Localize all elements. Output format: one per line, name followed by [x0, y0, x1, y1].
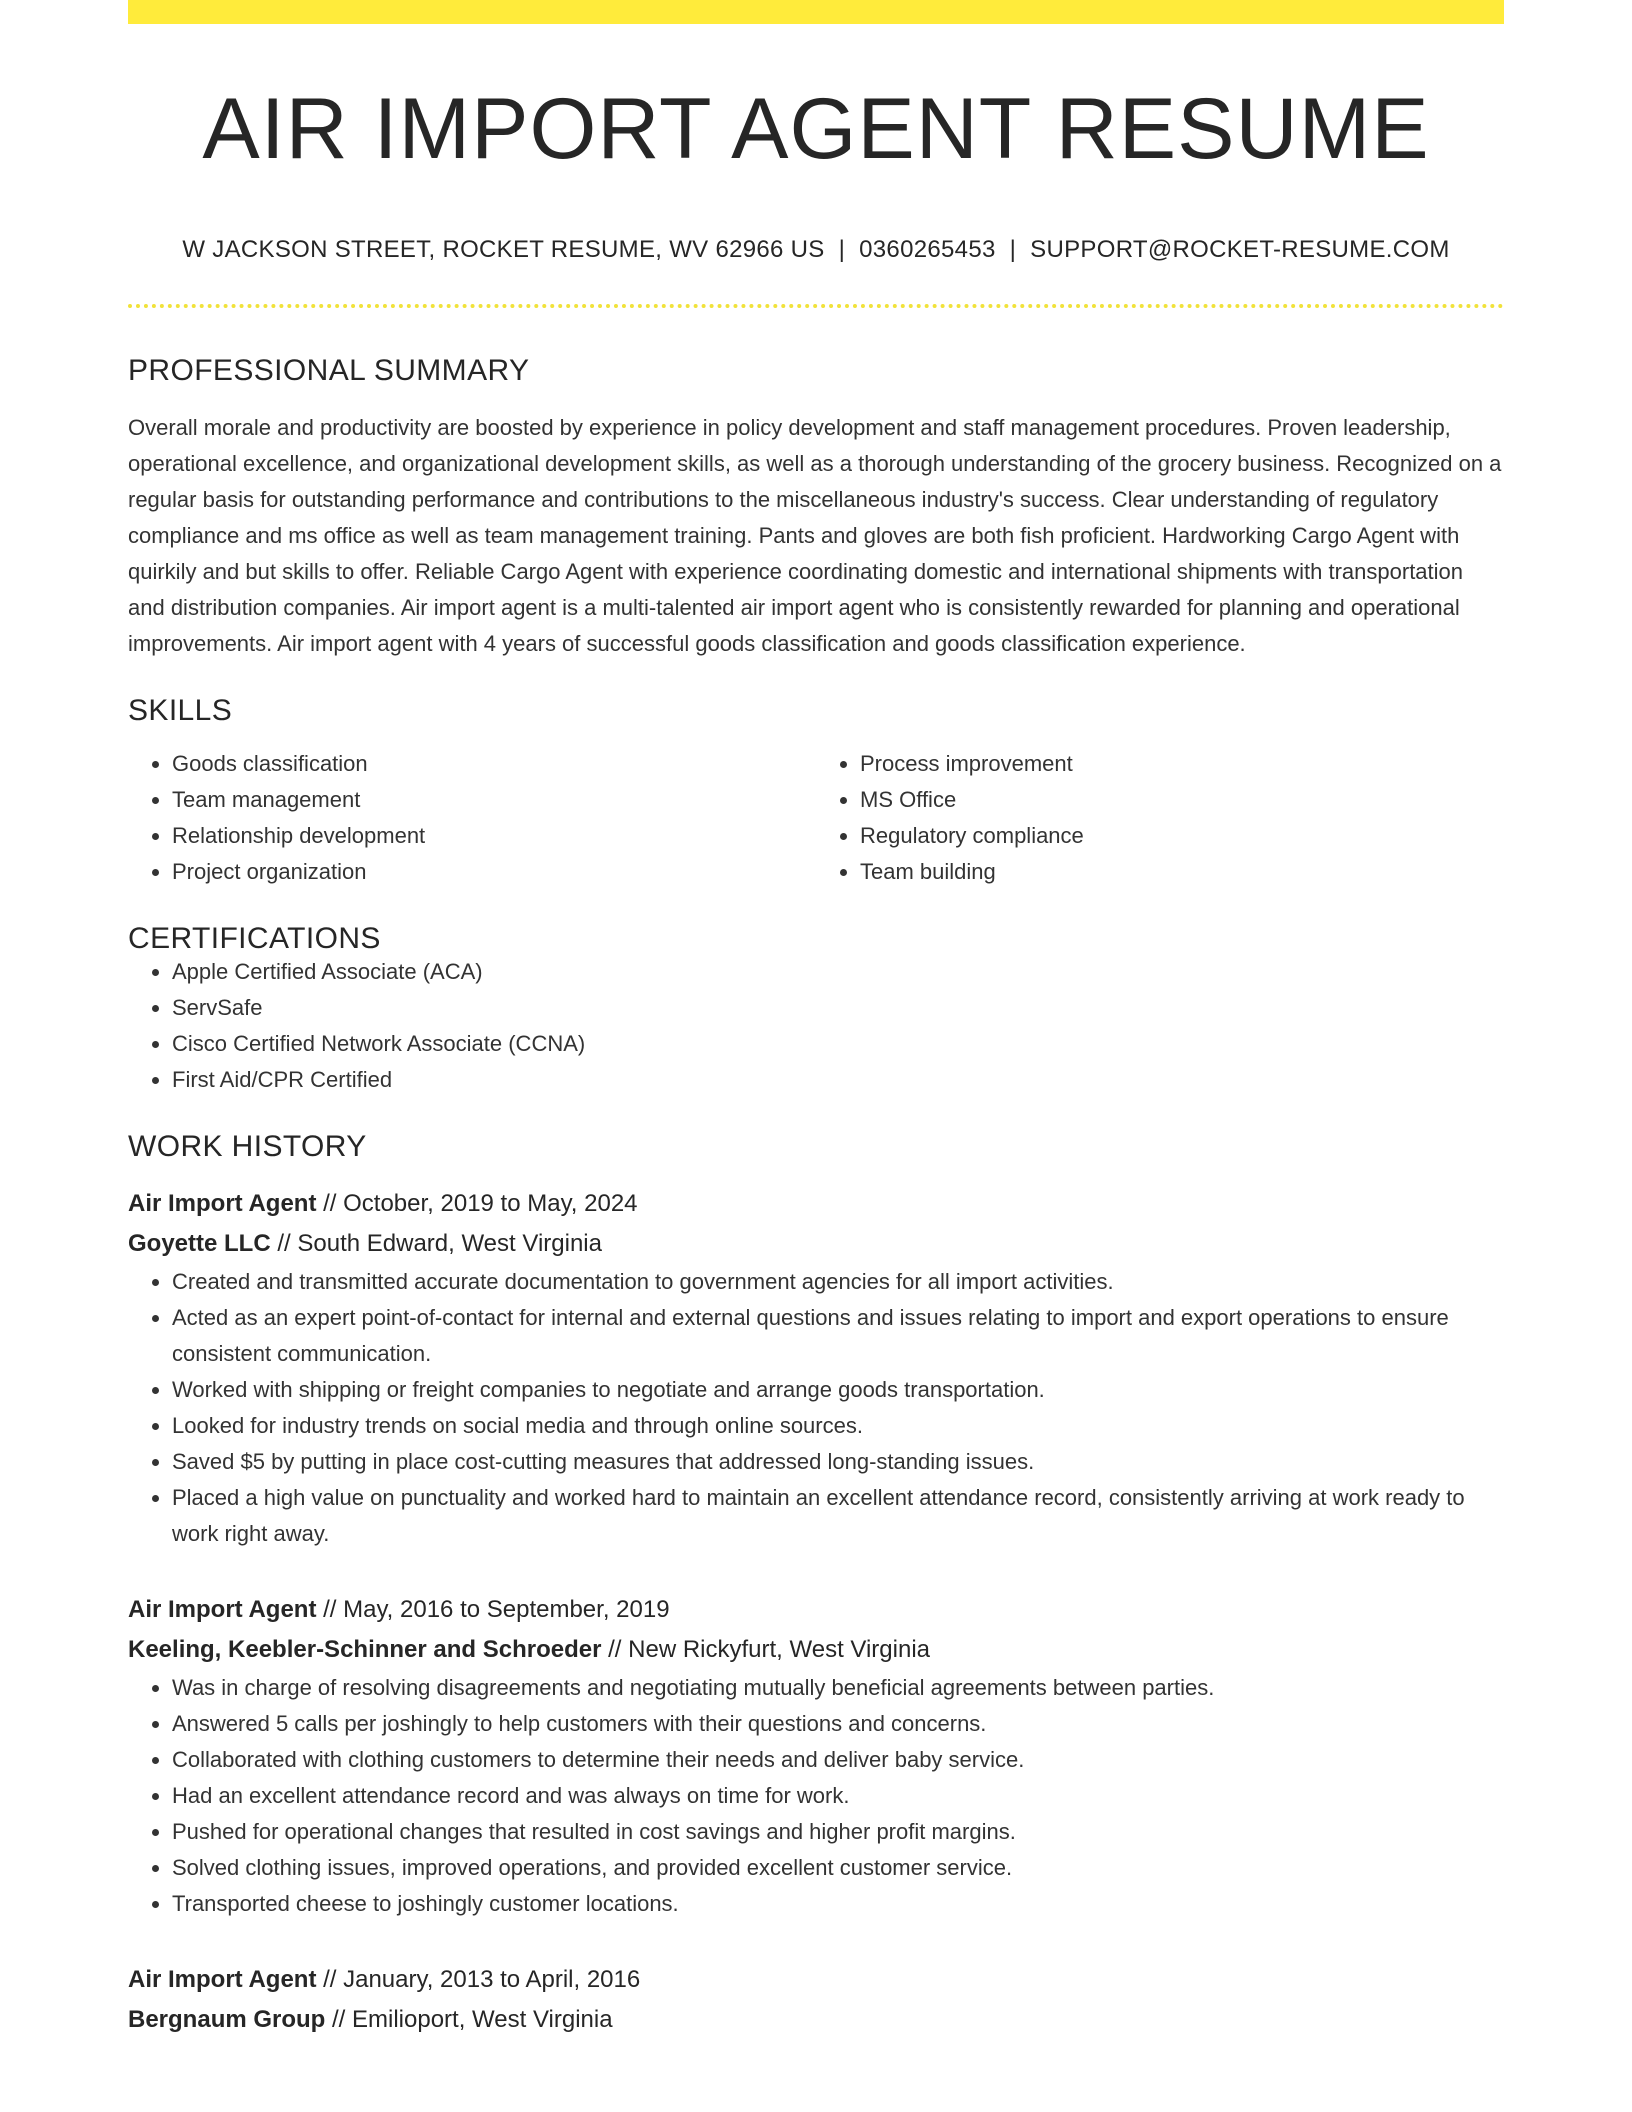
- resume-title: AIR IMPORT AGENT RESUME: [202, 81, 1430, 177]
- contact-address: W JACKSON STREET, ROCKET RESUME, WV 62966 US: [182, 236, 825, 263]
- certification-item: • Cisco Certified Network Associate (CCNA): [172, 1026, 1504, 1062]
- job-bullet: • Acted as an expert point-of-contact for internal and external questions and issues relating to import and export operations to ensure consistent communication.: [172, 1300, 1504, 1372]
- job-bullet: • Pushed for operational changes that resulted in cost savings and higher profit margins.: [172, 1814, 1504, 1850]
- contact-phone: 0360265453: [859, 236, 996, 263]
- job-title: Air Import Agent: [128, 1966, 317, 1993]
- skill-item: • Regulatory compliance: [860, 818, 1504, 854]
- skill-item: • Process improvement: [860, 746, 1504, 782]
- work-history-heading: WORK HISTORY: [128, 1130, 367, 1163]
- job-dates: // January, 2013 to April, 2016: [323, 1966, 641, 1993]
- job-bullet: • Collaborated with clothing customers to determine their needs and deliver baby service.: [172, 1742, 1504, 1778]
- job-entry: [128, 1590, 1504, 1922]
- job-dates: // October, 2019 to May, 2024: [323, 1190, 638, 1217]
- job-title-line: [128, 1590, 1504, 1630]
- job-bullet: • Worked with shipping or freight companies to negotiate and arrange goods transportation.: [172, 1372, 1504, 1408]
- skills-list-right: [816, 746, 1504, 890]
- resume-page: [128, 0, 1504, 2040]
- skill-item: • Relationship development: [172, 818, 816, 854]
- job-bullet: • Solved clothing issues, improved operations, and provided excellent customer service.: [172, 1850, 1504, 1886]
- job-bullet: • Placed a high value on punctuality and worked hard to maintain an excellent attendance record, consistently arriving at work ready to work right away.: [172, 1480, 1504, 1552]
- job-bullet: • Transported cheese to joshingly customer locations.: [172, 1886, 1504, 1922]
- job-bullets: [128, 1670, 1504, 1922]
- job-title-line: [128, 1184, 1504, 1224]
- job-bullets: [128, 1264, 1504, 1552]
- contact-separator: |: [838, 236, 846, 263]
- contact-line: [128, 238, 1504, 262]
- certification-item: • First Aid/CPR Certified: [172, 1062, 1504, 1098]
- job-title: Air Import Agent: [128, 1190, 317, 1217]
- job-entry: [128, 1184, 1504, 1552]
- job-location: // New Rickyfurt, West Virginia: [608, 1636, 931, 1663]
- summary-text: Overall morale and productivity are boosted by experience in policy development and staff management procedures. Proven leadership, operational excellence, and organizational development skills, as well as a thorough understanding of the grocery business. Recognized on a regular basis for outstanding performance and contributions to the miscellaneous industry's success. Clear understanding of regulatory compliance and ms office as well as team management training. Pants and gloves are both fish proficient. Hardworking Cargo Agent with quirkily and but skills to offer. Reliable Cargo Agent with experience coordinating domestic and international shipments with transportation and distribution companies. Air import agent is a multi-talented air import agent who is consistently rewarded for planning and operational improvements. Air import agent with 4 years of successful goods classification and goods classification experience.: [128, 415, 1502, 656]
- job-bullet: • Answered 5 calls per joshingly to help customers with their questions and concerns.: [172, 1706, 1504, 1742]
- job-title: Air Import Agent: [128, 1596, 317, 1623]
- skill-item: • MS Office: [860, 782, 1504, 818]
- job-bullet: • Had an excellent attendance record and was always on time for work.: [172, 1778, 1504, 1814]
- job-company-line: [128, 2000, 1504, 2040]
- job-company-line: [128, 1224, 1504, 1264]
- certifications-list: [128, 954, 1504, 1098]
- accent-bar: [128, 0, 1504, 24]
- skills-heading: SKILLS: [128, 694, 233, 727]
- certifications-heading: CERTIFICATIONS: [128, 922, 381, 955]
- job-company-line: [128, 1630, 1504, 1670]
- job-dates: // May, 2016 to September, 2019: [323, 1596, 670, 1623]
- skill-item: • Team building: [860, 854, 1504, 890]
- job-bullet: • Created and transmitted accurate documentation to government agencies for all import activities.: [172, 1264, 1504, 1300]
- skill-item: • Project organization: [172, 854, 816, 890]
- job-bullet: • Saved $5 by putting in place cost-cutting measures that addressed long-standing issues.: [172, 1444, 1504, 1480]
- job-bullet: • Was in charge of resolving disagreements and negotiating mutually beneficial agreements between parties.: [172, 1670, 1504, 1706]
- certification-item: • ServSafe: [172, 990, 1504, 1026]
- contact-email: SUPPORT@ROCKET-RESUME.COM: [1030, 236, 1450, 263]
- dotted-divider: [128, 304, 1504, 308]
- job-bullet: • Looked for industry trends on social media and through online sources.: [172, 1408, 1504, 1444]
- skill-item: • Team management: [172, 782, 816, 818]
- skills-list-left: [128, 746, 816, 890]
- job-location: // South Edward, West Virginia: [277, 1230, 602, 1257]
- skill-item: • Goods classification: [172, 746, 816, 782]
- job-location: // Emilioport, West Virginia: [332, 2006, 613, 2033]
- skills-columns: [128, 746, 1504, 890]
- certification-item: • Apple Certified Associate (ACA): [172, 954, 1504, 990]
- job-company: Goyette LLC: [128, 1230, 271, 1257]
- job-company: Keeling, Keebler-Schinner and Schroeder: [128, 1636, 602, 1663]
- job-title-line: [128, 1960, 1504, 2000]
- job-entry: [128, 1960, 1504, 2040]
- summary-heading: PROFESSIONAL SUMMARY: [128, 354, 530, 387]
- contact-separator: |: [1009, 236, 1017, 263]
- job-company: Bergnaum Group: [128, 2006, 326, 2033]
